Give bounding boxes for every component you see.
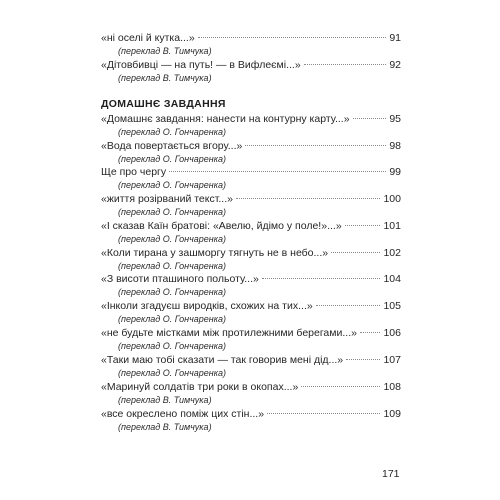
dot-leader (236, 198, 380, 199)
toc-entry-title: «ні оселі й кутка...» (101, 32, 195, 44)
page-number: 171 (382, 468, 400, 480)
toc-entry-page: 100 (383, 193, 401, 205)
toc-entry-page: 104 (383, 273, 401, 285)
toc-entry-title: «все окреслено поміж цих стін...» (101, 408, 265, 420)
toc-entry (101, 139, 401, 153)
dot-leader (262, 278, 381, 279)
toc-entry-page: 105 (383, 300, 401, 312)
toc-entry-page: 107 (383, 354, 401, 366)
dot-leader (267, 413, 380, 414)
toc-entry-title: «Коли тирана у зашморгу тягнуть не в небо...» (101, 247, 329, 259)
toc-entry-title: «Вода повертається вгору...» (101, 140, 243, 152)
toc-entry (101, 165, 401, 179)
toc-entry (101, 326, 401, 340)
toc-entry (101, 246, 401, 260)
toc-entry-page: 91 (389, 32, 401, 44)
toc-entry-title: «не будьте містками між протилежними берегами...» (101, 327, 357, 339)
toc-entry-page: 99 (389, 166, 401, 178)
toc-entry-title: «Домашнє завдання: нанести на контурну карту...» (101, 113, 350, 125)
dot-leader (169, 171, 386, 172)
toc-entry-page: 102 (383, 247, 401, 259)
dot-leader (346, 359, 380, 360)
toc-entry-translator: (переклад О. Гончаренка) (118, 207, 226, 217)
toc-entry-page: 106 (383, 327, 401, 339)
toc-entry-translator: (переклад В. Тимчука) (118, 46, 212, 56)
toc-entry-title: «Таки маю тобі сказати — так говорив мені дід...» (101, 354, 344, 366)
toc-entry-page: 109 (383, 408, 401, 420)
toc-entry-title: «З висоти пташиного польоту...» (101, 273, 259, 285)
section-heading: ДОМАШНЄ ЗАВДАННЯ (101, 98, 226, 110)
toc-entry-translator: (переклад О. Гончаренка) (118, 127, 226, 137)
toc-entry-translator: (переклад В. Тимчука) (118, 73, 212, 83)
dot-leader (198, 37, 387, 38)
toc-entry-translator: (переклад О. Гончаренка) (118, 368, 226, 378)
dot-leader (353, 118, 387, 119)
toc-entry-translator: (переклад О. Гончаренка) (118, 154, 226, 164)
toc-entry-page: 92 (389, 59, 401, 71)
toc-entry-page: 95 (389, 113, 401, 125)
toc-entry-translator: (переклад О. Гончаренка) (118, 314, 226, 324)
toc-entry-translator: (переклад В. Тимчука) (118, 395, 212, 405)
dot-leader (360, 332, 381, 333)
toc-entry-translator: (переклад О. Гончаренка) (118, 234, 226, 244)
dot-leader (304, 64, 387, 65)
toc-entry-translator: (переклад О. Гончаренка) (118, 180, 226, 190)
toc-entry (101, 407, 401, 421)
toc-entry-translator: (переклад О. Гончаренка) (118, 341, 226, 351)
toc-entry (101, 299, 401, 313)
toc-entry (101, 192, 401, 206)
toc-entry (101, 380, 401, 394)
toc-entry-title: Ще про чергу (101, 166, 167, 178)
toc-entry (101, 58, 401, 72)
dot-leader (245, 145, 386, 146)
toc-entry-title: «Інколи згадуєш виродків, схожих на тих...» (101, 300, 313, 312)
dot-leader (331, 252, 380, 253)
toc-entry (101, 112, 401, 126)
toc-entry-title: «Дітовбивці — на путь! — в Вифлеємі...» (101, 59, 301, 71)
toc-entry (101, 353, 401, 367)
toc-entry-title: «Маринуй солдатів три роки в окопах...» (101, 381, 299, 393)
toc-entry-page: 108 (383, 381, 401, 393)
toc-entry-page: 98 (389, 140, 401, 152)
toc-entry (101, 272, 401, 286)
dot-leader (345, 225, 381, 226)
toc-entry-title: «І сказав Каїн братові: «Авелю, йдімо у поле!»...» (101, 220, 342, 232)
toc-entry-translator: (переклад О. Гончаренка) (118, 261, 226, 271)
dot-leader (316, 305, 381, 306)
toc-entry (101, 219, 401, 233)
toc-entry-page: 101 (383, 220, 401, 232)
dot-leader (301, 386, 380, 387)
toc-entry (101, 31, 401, 45)
toc-entry-title: «життя розірваний текст...» (101, 193, 233, 205)
toc-entry-translator: (переклад В. Тимчука) (118, 422, 212, 432)
toc-entry-translator: (переклад О. Гончаренка) (118, 287, 226, 297)
